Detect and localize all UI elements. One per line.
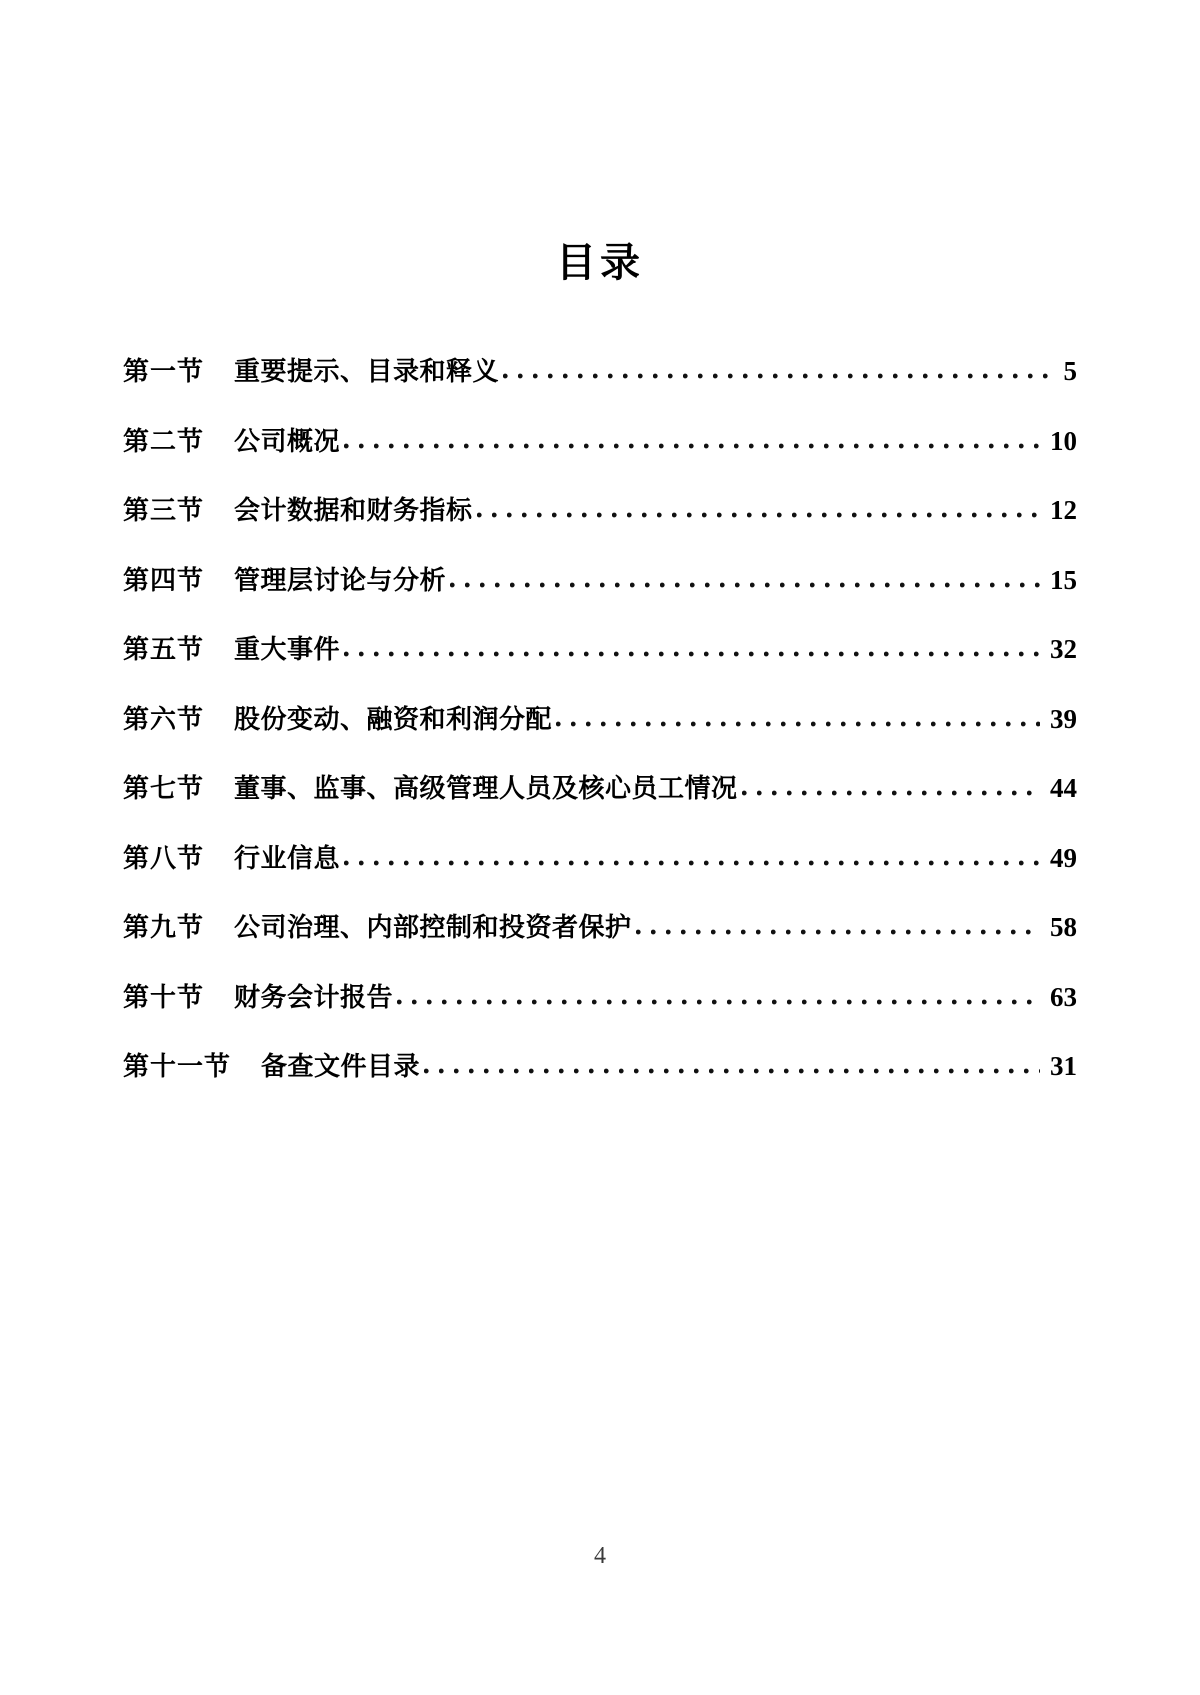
dot-leader bbox=[742, 789, 1040, 797]
toc-page-number: 12 bbox=[1050, 495, 1077, 525]
toc-chapter-label: 第四节 bbox=[123, 565, 205, 595]
toc-chapter-label: 第九节 bbox=[123, 913, 205, 942]
dot-leader bbox=[424, 1067, 1040, 1075]
dot-leader bbox=[397, 998, 1040, 1006]
footer-page-number: 4 bbox=[594, 1543, 606, 1569]
toc-row bbox=[123, 337, 1077, 407]
dot-leader bbox=[477, 511, 1040, 519]
toc-chapter-label: 第八节 bbox=[123, 843, 205, 873]
toc-row bbox=[123, 893, 1077, 963]
toc-page-number: 63 bbox=[1050, 981, 1077, 1012]
dot-leader bbox=[556, 720, 1040, 728]
dot-leader bbox=[450, 581, 1040, 589]
toc-page-number: 32 bbox=[1050, 634, 1077, 664]
toc-row bbox=[123, 824, 1077, 894]
toc-row bbox=[123, 685, 1077, 755]
toc-row bbox=[123, 963, 1077, 1033]
toc-page-number: 58 bbox=[1050, 912, 1077, 942]
dot-leader bbox=[344, 859, 1040, 867]
toc-row bbox=[123, 407, 1077, 477]
toc-entry-title: 会计数据和财务指标 bbox=[234, 496, 473, 525]
dot-leader bbox=[503, 372, 1053, 380]
toc-entry-title: 财务会计报告 bbox=[234, 982, 394, 1012]
toc-chapter-label: 第三节 bbox=[123, 496, 205, 525]
toc-row bbox=[123, 615, 1077, 685]
toc-entry-title: 董事、监事、高级管理人员及核心员工情况 bbox=[234, 774, 738, 803]
toc-entry-title: 行业信息 bbox=[234, 843, 341, 873]
toc-page-number: 44 bbox=[1050, 773, 1077, 803]
toc-chapter-label: 第十一节 bbox=[123, 1052, 232, 1081]
toc-entry-title: 重大事件 bbox=[234, 635, 341, 664]
toc-entry-title: 备查文件目录 bbox=[261, 1052, 421, 1081]
toc-entry-title: 重要提示、目录和释义 bbox=[234, 357, 500, 386]
toc-chapter-label: 第六节 bbox=[123, 704, 205, 734]
toc-chapter-label: 第七节 bbox=[123, 774, 205, 803]
toc-chapter-label: 第五节 bbox=[123, 635, 205, 664]
toc-chapter-label: 第十节 bbox=[123, 982, 205, 1012]
toc-entry-title: 公司治理、内部控制和投资者保护 bbox=[234, 913, 632, 942]
table-of-contents bbox=[0, 337, 1200, 1102]
dot-leader bbox=[344, 650, 1040, 658]
toc-page-number: 31 bbox=[1050, 1051, 1077, 1081]
dot-leader bbox=[344, 442, 1040, 450]
toc-chapter-label: 第二节 bbox=[123, 426, 205, 456]
toc-row bbox=[123, 476, 1077, 546]
toc-page-number: 39 bbox=[1050, 703, 1077, 734]
page-title: 目录 bbox=[556, 240, 644, 285]
toc-page-number: 49 bbox=[1050, 842, 1077, 873]
toc-page-number: 15 bbox=[1050, 564, 1077, 595]
dot-leader bbox=[636, 928, 1040, 936]
toc-row bbox=[123, 546, 1077, 616]
toc-entry-title: 公司概况 bbox=[234, 426, 341, 456]
toc-page-number: 10 bbox=[1050, 425, 1077, 456]
toc-chapter-label: 第一节 bbox=[123, 357, 205, 386]
toc-entry-title: 管理层讨论与分析 bbox=[234, 565, 447, 595]
toc-row bbox=[123, 1032, 1077, 1102]
toc-row bbox=[123, 754, 1077, 824]
toc-entry-title: 股份变动、融资和利润分配 bbox=[234, 704, 553, 734]
toc-page-number: 5 bbox=[1063, 356, 1077, 386]
